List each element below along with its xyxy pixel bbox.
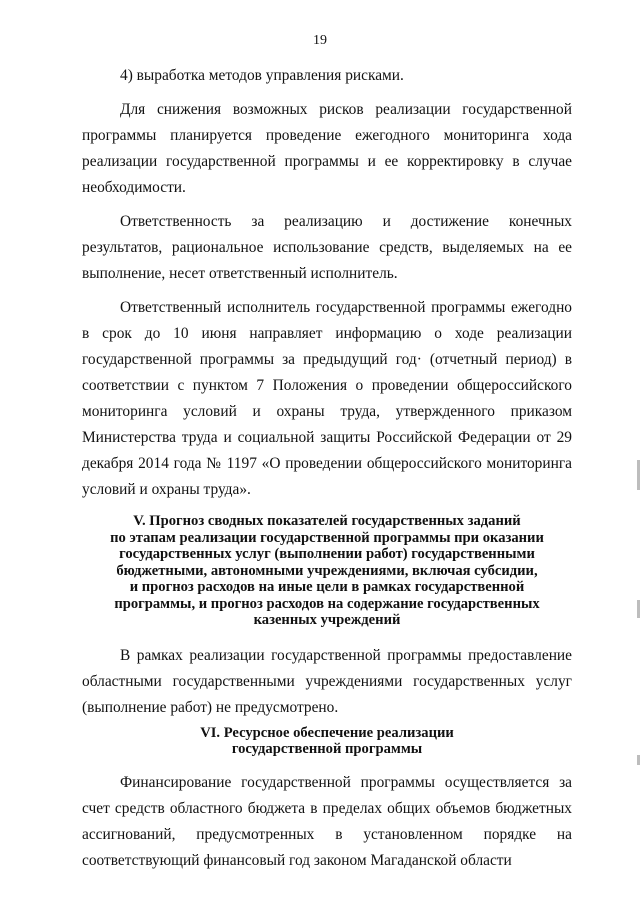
heading-line: VI. Ресурсное обеспечение реализации bbox=[200, 724, 454, 741]
heading-line: бюджетными, автономными учреждениями, включая субсидии, bbox=[116, 562, 538, 579]
section-5-heading bbox=[82, 513, 572, 629]
heading-line: по этапам реализации государственной программы при оказании bbox=[110, 529, 544, 546]
heading-line: казенных учреждений bbox=[253, 612, 401, 628]
heading-line: программы, и прогноз расходов на содержание государственных bbox=[114, 595, 540, 612]
heading-line: и прогноз расходов на иные цели в рамках государственной bbox=[129, 579, 525, 595]
paragraph-risk-monitoring: Для снижения возможных рисков реализации государственной программы планируется проведение ежегодного мониторинга хода реализации государственной программы и ее корректировку в случае необходимости. bbox=[82, 101, 572, 196]
heading-line: государственной программы bbox=[231, 741, 423, 757]
section-6-heading bbox=[82, 725, 572, 758]
paragraph-section-6: Финансирование государственной программы осуществляется за счет средств областного бюджета в пределах общих объемов бюджетных ассигнований, предусмотренных в установленном порядке на соответствующий финансовый год законом Магаданской области bbox=[82, 773, 572, 869]
page-body bbox=[82, 63, 572, 874]
paragraph-section-5: В рамках реализации государственной программы предоставление областными государственными учреждениями государственных услуг (выполнение работ) не предусмотрено. bbox=[82, 646, 572, 716]
page-number: 19 bbox=[313, 33, 327, 48]
paragraph-annual-report: Ответственный исполнитель государственной программы ежегодно в срок до 10 июня направляет информацию о ходе реализации государственной программы за предыдущий год· (отчетный период) в соответствии с пунктом 7 Положения о проведении общероссийского мониторинга условий и охраны труда, утвержденного приказом Министерства труда и социальной защиты Российской Федерации от 29 декабря 2014 года № 1197 «О проведении общероссийского мониторинга условий и охраны труда». bbox=[82, 299, 572, 498]
heading-line: V. Прогноз сводных показателей государственных заданий bbox=[133, 513, 521, 529]
list-item-risk-methods: 4) выработка методов управления рисками. bbox=[120, 67, 404, 84]
paragraph-responsibility: Ответственность за реализацию и достижение конечных результатов, рациональное использование средств, выделяемых на ее выполнение, несет ответственный исполнитель. bbox=[82, 213, 572, 282]
heading-line: государственных услуг (выполнении работ) государственными bbox=[119, 546, 535, 562]
